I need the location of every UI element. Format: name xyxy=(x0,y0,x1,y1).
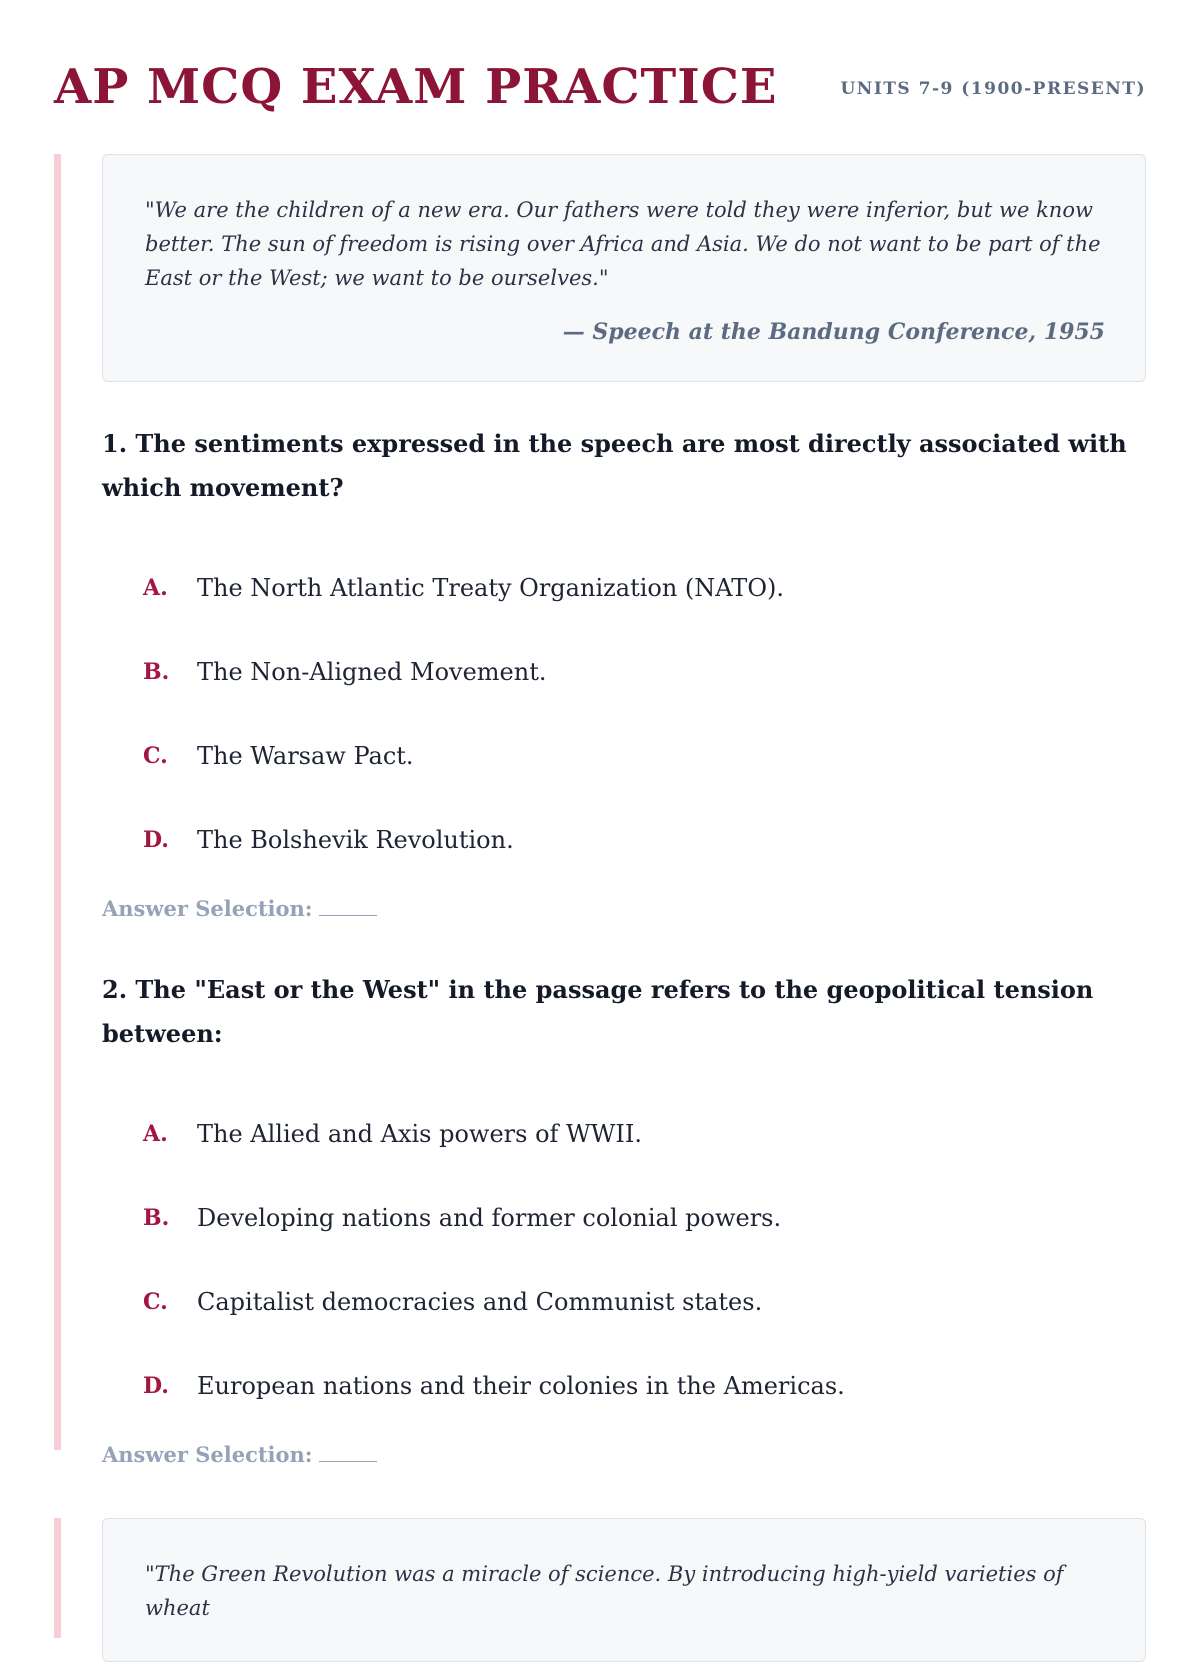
question-set-content xyxy=(102,1518,1146,1662)
question-1-option-b[interactable] xyxy=(102,630,1146,714)
answer-selection-label: Answer Selection: xyxy=(102,896,313,921)
question-1-option-a[interactable] xyxy=(102,546,1146,630)
page-header xyxy=(54,52,1146,122)
option-letter: D. xyxy=(143,827,169,853)
question-set-1 xyxy=(54,154,1146,1467)
page-title: AP MCQ EXAM PRACTICE xyxy=(54,59,778,115)
question-2-option-a[interactable] xyxy=(102,1092,1146,1176)
option-text: Capitalist democracies and Communist states. xyxy=(197,1288,763,1316)
question-1-options xyxy=(102,546,1146,882)
question-set-content xyxy=(102,154,1146,1472)
question-1-answer-selection xyxy=(102,892,1146,926)
question-set-2 xyxy=(54,1518,1146,1638)
option-text: The North Atlantic Treaty Organization (NATO). xyxy=(197,574,784,602)
source-passage xyxy=(102,1518,1146,1662)
question-1-option-d[interactable] xyxy=(102,798,1146,882)
option-letter: D. xyxy=(143,1373,169,1399)
question-2-options xyxy=(102,1092,1146,1428)
answer-selection-label: Answer Selection: xyxy=(102,1442,313,1467)
option-letter: C. xyxy=(143,743,168,769)
option-text: The Non-Aligned Movement. xyxy=(197,658,547,686)
option-letter: B. xyxy=(143,1205,170,1231)
question-1-option-c[interactable] xyxy=(102,714,1146,798)
option-text: The Bolshevik Revolution. xyxy=(197,826,514,854)
option-text: The Warsaw Pact. xyxy=(197,742,414,770)
option-text: Developing nations and former colonial powers. xyxy=(197,1204,782,1232)
answer-blank[interactable] xyxy=(319,1439,377,1462)
passage-attribution: — Speech at the Bandung Conference, 1955 xyxy=(562,319,1105,345)
passage-quote: "We are the children of a new era. Our fathers were told they were inferior, but we know better. The sun of freedom is rising over Africa and Asia. We do not want to be part of the East or the West; we want to be ourselves." xyxy=(145,198,1101,290)
option-text: European nations and their colonies in the Americas. xyxy=(197,1372,845,1400)
units-label: UNITS 7-9 (1900-PRESENT) xyxy=(840,79,1146,99)
option-text: The Allied and Axis powers of WWII. xyxy=(197,1120,642,1148)
question-2-answer-selection xyxy=(102,1438,1146,1472)
question-2-prompt: 2. The "East or the West" in the passage refers to the geopolitical tension between: xyxy=(102,975,1094,1048)
option-letter: C. xyxy=(143,1289,168,1315)
answer-blank[interactable] xyxy=(319,893,377,916)
option-letter: B. xyxy=(143,659,170,685)
question-2-option-d[interactable] xyxy=(102,1344,1146,1428)
question-1-prompt: 1. The sentiments expressed in the speech are most directly associated with which movement? xyxy=(102,429,1127,502)
question-2-option-b[interactable] xyxy=(102,1176,1146,1260)
passage-quote: "The Green Revolution was a miracle of science. By introducing high-yield varieties of wheat xyxy=(145,1562,1064,1620)
source-passage xyxy=(102,154,1146,382)
option-letter: A. xyxy=(143,1121,168,1147)
option-letter: A. xyxy=(143,575,168,601)
question-2-option-c[interactable] xyxy=(102,1260,1146,1344)
